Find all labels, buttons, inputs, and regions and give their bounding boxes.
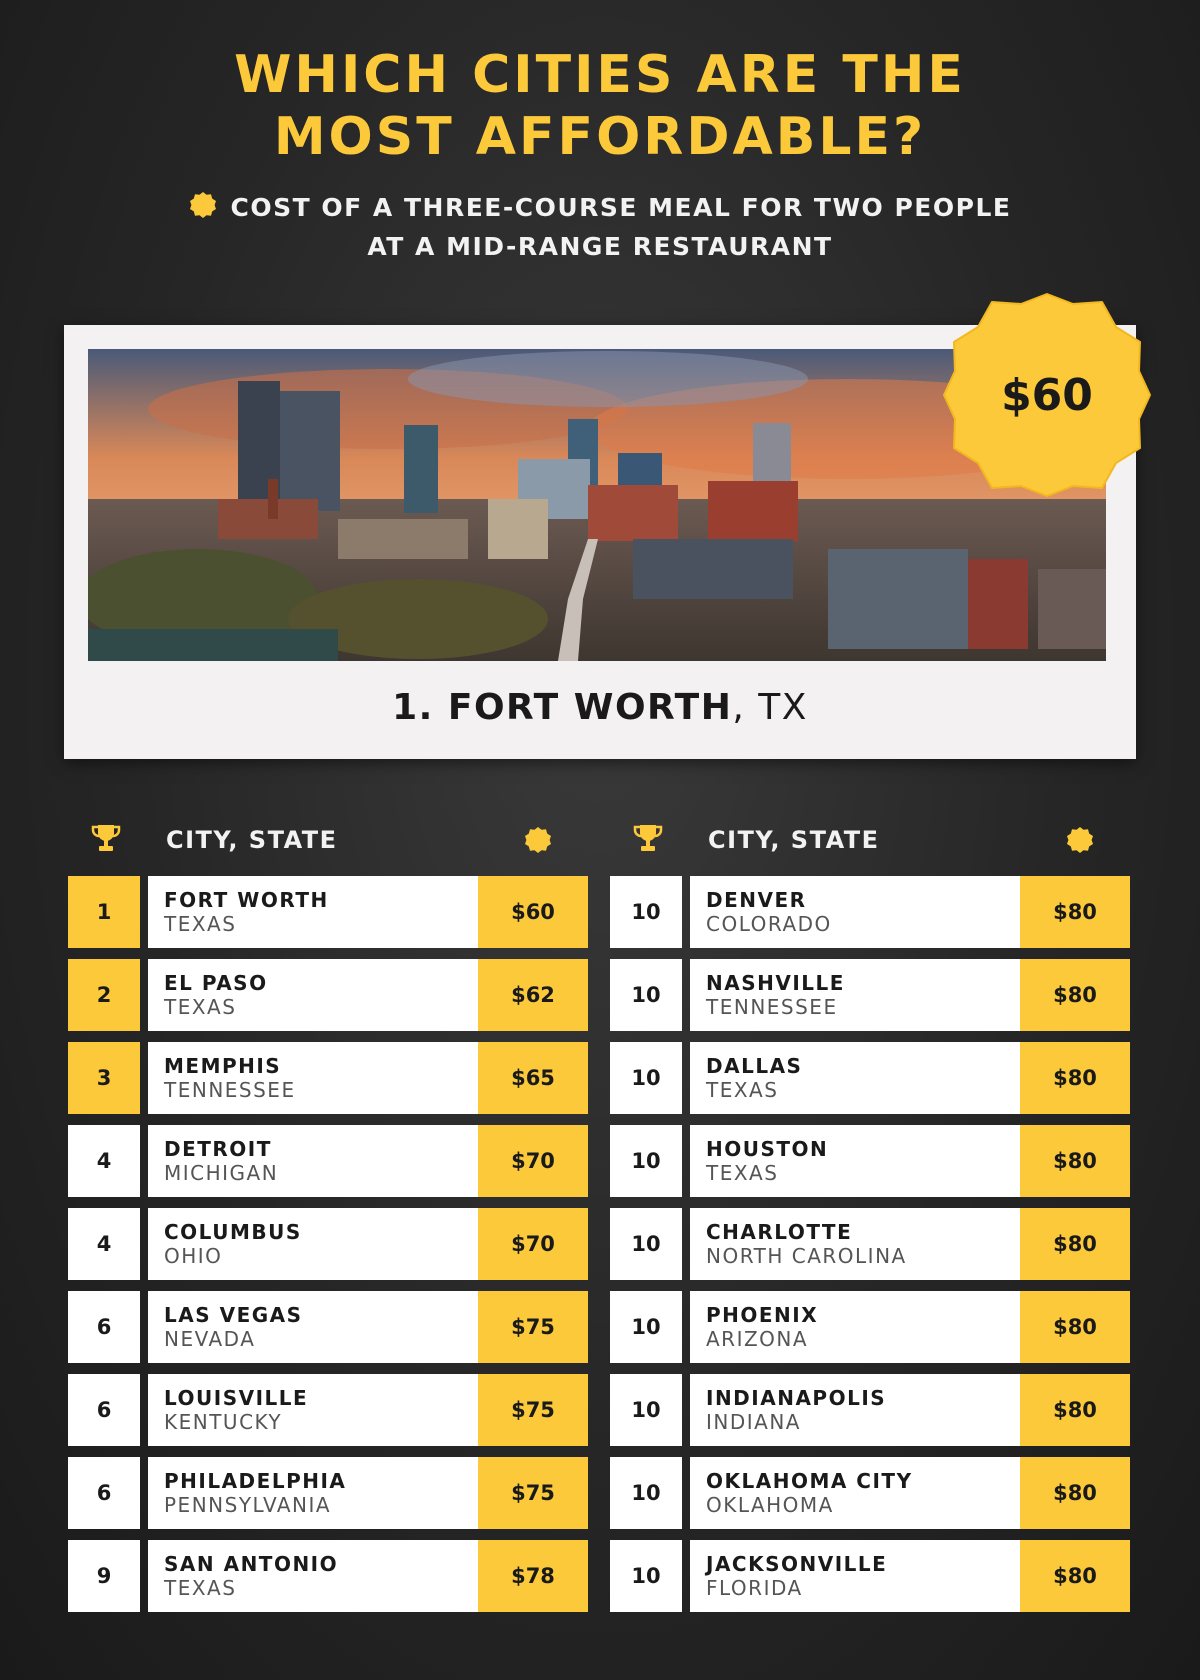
- city-cell: [690, 1125, 1020, 1197]
- table-row: [610, 1291, 1130, 1363]
- rank-cell: 3: [68, 1042, 140, 1114]
- price-cell: $65: [478, 1042, 588, 1114]
- city-name: INDIANAPOLIS: [706, 1386, 887, 1410]
- rank-cell: 10: [610, 959, 682, 1031]
- city-cell: [148, 1291, 478, 1363]
- left-column-header: [68, 816, 588, 862]
- table-row: [68, 1208, 588, 1280]
- price-cell: $80: [1020, 959, 1130, 1031]
- city-cell: [148, 1042, 478, 1114]
- price-badge: [940, 290, 1154, 500]
- price-cell: $75: [478, 1457, 588, 1529]
- subtitle-line-2: AT A MID-RANGE RESTAURANT: [367, 232, 833, 261]
- price-cell: $80: [1020, 1457, 1130, 1529]
- city-cell: [148, 1208, 478, 1280]
- city-name: HOUSTON: [706, 1137, 829, 1161]
- state-name: TENNESSEE: [706, 995, 838, 1019]
- rank-cell: 9: [68, 1540, 140, 1612]
- trophy-icon: [90, 822, 122, 860]
- price-cell: $80: [1020, 1125, 1130, 1197]
- table-row: [68, 1540, 588, 1612]
- table-row: [610, 1208, 1130, 1280]
- coin-icon: [189, 191, 217, 229]
- state-name: OHIO: [164, 1244, 223, 1268]
- table-row: [610, 1374, 1130, 1446]
- table-row: [610, 1125, 1130, 1197]
- state-name: ARIZONA: [706, 1327, 809, 1351]
- city-name: PHOENIX: [706, 1303, 819, 1327]
- city-name: PHILADELPHIA: [164, 1469, 347, 1493]
- city-cell: [148, 959, 478, 1031]
- price-cell: $70: [478, 1208, 588, 1280]
- city-name: LOUISVILLE: [164, 1386, 309, 1410]
- table-row: [68, 1374, 588, 1446]
- price-cell: $75: [478, 1374, 588, 1446]
- state-name: TEXAS: [706, 1078, 779, 1102]
- city-name: EL PASO: [164, 971, 268, 995]
- featured-city-name: 1. FORT WORTH: [392, 687, 733, 728]
- left-head-label: CITY, STATE: [166, 826, 338, 854]
- price-cell: $75: [478, 1291, 588, 1363]
- price-cell: $80: [1020, 876, 1130, 948]
- city-cell: [690, 959, 1020, 1031]
- city-cell: [148, 876, 478, 948]
- state-name: TEXAS: [164, 1576, 237, 1600]
- city-name: OKLAHOMA CITY: [706, 1469, 913, 1493]
- city-cell: [690, 1457, 1020, 1529]
- city-name: DENVER: [706, 888, 807, 912]
- title-line-1: WHICH CITIES ARE THE: [234, 45, 966, 105]
- subtitle: [0, 190, 1200, 265]
- subtitle-line-1: COST OF A THREE-COURSE MEAL FOR TWO PEOPLE: [230, 193, 1012, 222]
- price-cell: $78: [478, 1540, 588, 1612]
- rank-cell: 6: [68, 1374, 140, 1446]
- city-cell: [148, 1125, 478, 1197]
- city-name: NASHVILLE: [706, 971, 845, 995]
- rank-cell: 2: [68, 959, 140, 1031]
- rank-cell: 10: [610, 1540, 682, 1612]
- price-cell: $70: [478, 1125, 588, 1197]
- rank-cell: 4: [68, 1125, 140, 1197]
- rank-cell: 10: [610, 1042, 682, 1114]
- price-cell: $80: [1020, 1208, 1130, 1280]
- table-row: [68, 959, 588, 1031]
- city-cell: [148, 1457, 478, 1529]
- rank-cell: 6: [68, 1457, 140, 1529]
- state-name: PENNSYLVANIA: [164, 1493, 332, 1517]
- table-row: [610, 1042, 1130, 1114]
- city-name: FORT WORTH: [164, 888, 329, 912]
- coin-icon: [524, 826, 552, 860]
- state-name: TEXAS: [164, 912, 237, 936]
- price-cell: $62: [478, 959, 588, 1031]
- coin-icon: [1066, 826, 1094, 860]
- table-row: [68, 1291, 588, 1363]
- city-name: CHARLOTTE: [706, 1220, 853, 1244]
- city-name: LAS VEGAS: [164, 1303, 303, 1327]
- rank-cell: 10: [610, 1374, 682, 1446]
- state-name: TEXAS: [706, 1161, 779, 1185]
- city-name: JACKSONVILLE: [706, 1552, 888, 1576]
- right-column-header: [610, 816, 1130, 862]
- rank-cell: 6: [68, 1291, 140, 1363]
- page-title: [0, 44, 1200, 168]
- state-name: OKLAHOMA: [706, 1493, 834, 1517]
- featured-city-state: TX: [758, 687, 808, 728]
- state-name: TENNESSEE: [164, 1078, 296, 1102]
- city-name: COLUMBUS: [164, 1220, 302, 1244]
- table-row: [68, 1125, 588, 1197]
- table-row: [610, 1540, 1130, 1612]
- rank-cell: 4: [68, 1208, 140, 1280]
- rank-cell: 10: [610, 1457, 682, 1529]
- table-row: [610, 876, 1130, 948]
- state-name: NORTH CAROLINA: [706, 1244, 907, 1268]
- city-cell: [690, 876, 1020, 948]
- table-row: [68, 876, 588, 948]
- table-row: [68, 1042, 588, 1114]
- price-badge-value: $60: [1001, 369, 1093, 421]
- city-cell: [690, 1042, 1020, 1114]
- right-head-label: CITY, STATE: [708, 826, 880, 854]
- price-cell: $80: [1020, 1042, 1130, 1114]
- rank-cell: 10: [610, 1125, 682, 1197]
- state-name: INDIANA: [706, 1410, 801, 1434]
- state-name: KENTUCKY: [164, 1410, 283, 1434]
- state-name: NEVADA: [164, 1327, 256, 1351]
- city-cell: [690, 1291, 1020, 1363]
- city-cell: [690, 1208, 1020, 1280]
- price-cell: $80: [1020, 1540, 1130, 1612]
- price-cell: $80: [1020, 1374, 1130, 1446]
- price-cell: $60: [478, 876, 588, 948]
- city-name: MEMPHIS: [164, 1054, 282, 1078]
- table-row: [68, 1457, 588, 1529]
- trophy-icon: [632, 822, 664, 860]
- title-line-2: MOST AFFORDABLE?: [273, 107, 927, 167]
- price-cell: $80: [1020, 1291, 1130, 1363]
- state-name: TEXAS: [164, 995, 237, 1019]
- city-cell: [148, 1540, 478, 1612]
- state-name: MICHIGAN: [164, 1161, 279, 1185]
- rank-cell: 10: [610, 1208, 682, 1280]
- featured-city-sep: ,: [732, 687, 759, 728]
- city-cell: [690, 1540, 1020, 1612]
- table-row: [610, 1457, 1130, 1529]
- rank-cell: 10: [610, 1291, 682, 1363]
- city-name: DALLAS: [706, 1054, 803, 1078]
- state-name: FLORIDA: [706, 1576, 803, 1600]
- featured-city-caption: [64, 687, 1136, 728]
- state-name: COLORADO: [706, 912, 832, 936]
- city-name: SAN ANTONIO: [164, 1552, 339, 1576]
- rank-cell: 1: [68, 876, 140, 948]
- rank-cell: 10: [610, 876, 682, 948]
- table-row: [610, 959, 1130, 1031]
- city-cell: [148, 1374, 478, 1446]
- city-name: DETROIT: [164, 1137, 272, 1161]
- city-cell: [690, 1374, 1020, 1446]
